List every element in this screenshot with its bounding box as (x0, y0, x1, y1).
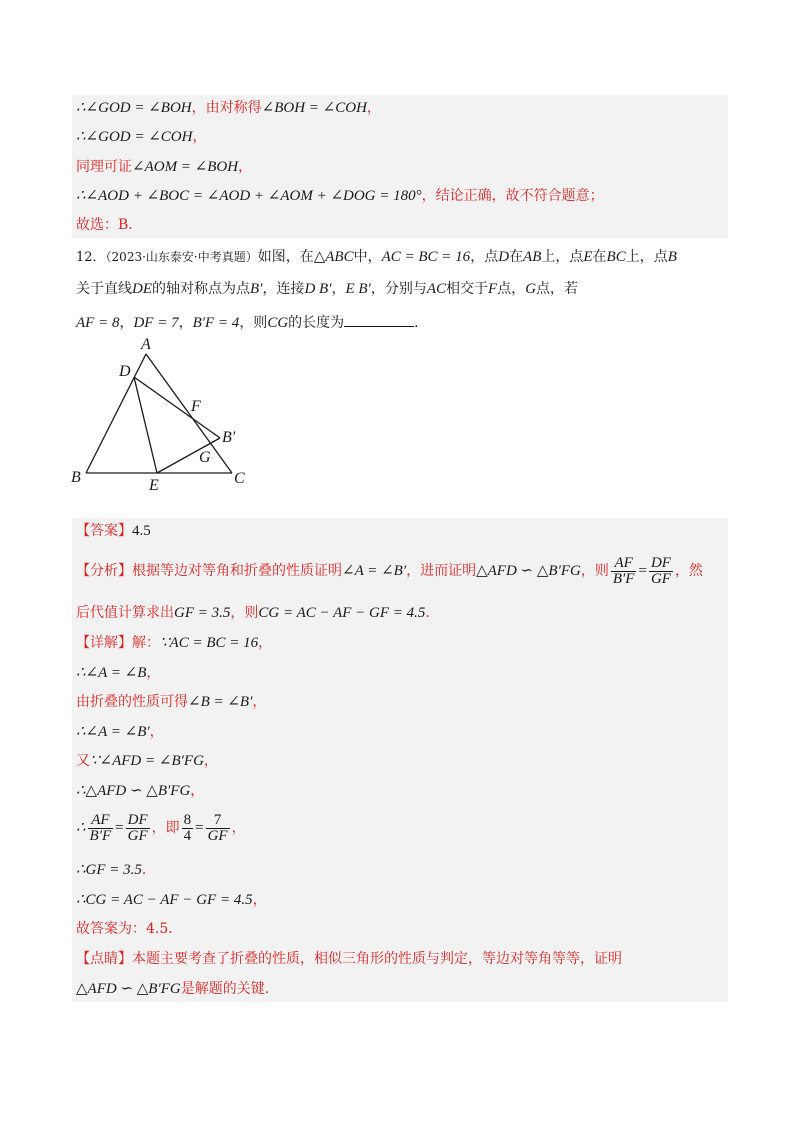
question-line-1: 12．（2023·山东泰安·中考真题）如图，在△ABC中，AC = BC = 16，点D在AB上，点E在BC上，点B (76, 249, 677, 265)
question-source: （2023·山东泰安·中考真题） (105, 250, 258, 264)
fraction-8-4: $\frac{8}{4}$ (183, 811, 192, 844)
detail-step-8: ∴CG = AC − AF − GF = 4.5， (76, 892, 267, 908)
answer-blank (344, 312, 414, 327)
detail-step-7: ∴GF = 3.5． (76, 862, 156, 878)
top-line-2: ∴∠GOD = ∠COH， (76, 129, 207, 145)
fraction-df-gf-2: $\frac{DF}{GF}$ (127, 811, 148, 844)
fraction-7-gf: $\frac{7}{GF}$ (207, 811, 228, 844)
label-F: F (191, 398, 201, 415)
fraction-af-bf-2: $\frac{AF}{B'F}$ (89, 811, 112, 844)
answer-line: 【答案】4.5 (76, 523, 151, 539)
question-line-2: 关于直线DE的轴对称点为点B′，连接D B′，E B′，分别与AC相交于F点，G点，若 (76, 281, 579, 297)
comment-line-2: △AFD ∽ △B′FG是解题的关键. (76, 981, 270, 997)
top-line-4: ∴∠AOD + ∠BOC = ∠AOD + ∠AOM + ∠DOG = 180°，结论正确，故不符合题意； (76, 188, 604, 204)
question-number: 12． (76, 250, 106, 265)
comment-line-1: 【点睛】本题主要考查了折叠的性质，相似三角形的性质与判定，等边对等角等等，证明 (76, 951, 622, 967)
label-C: C (234, 470, 245, 487)
triangle-figure (66, 332, 266, 492)
detail-step-6: ∴ $\frac{AF}{B'F}$ = $\frac{DF}{GF}$ ，即 $\frac{8}{4}$ = $\frac{7}{GF}$ ， (76, 811, 246, 844)
label-B: B (71, 469, 81, 486)
detail-step-9: 故答案为：4.5． (76, 921, 183, 937)
label-A: A (141, 336, 151, 353)
fraction-af-bf: $\frac{AF}{B'F}$ (612, 554, 635, 587)
question-line-3: AF = 8，DF = 7，B′F = 4，则CG的长度为 . (76, 312, 419, 333)
label-E: E (149, 477, 159, 492)
top-line-1: ∴∠GOD = ∠BOH，由对称得∠BOH = ∠COH， (76, 100, 381, 116)
detail-step-1: ∴∠A = ∠B， (76, 665, 161, 681)
label-G: G (199, 449, 211, 466)
label-Bprime: B′ (222, 429, 236, 446)
detail-step-2: 由折叠的性质可得∠B = ∠B′， (76, 694, 267, 710)
top-line-5: 故选：B． (76, 217, 143, 233)
detail-line-1: 【详解】解：∵AC = BC = 16， (76, 635, 273, 651)
detail-step-3: ∴∠A = ∠B′， (76, 724, 164, 740)
analysis-line-1: 【分析】根据等边对等角和折叠的性质证明∠A = ∠B′，进而证明△AFD ∽ △B′FG，则 $\frac{AF}{B'F}$ = $\frac{DF}{GF}$ ，然 (76, 554, 703, 587)
detail-step-5: ∴△AFD ∽ △B′FG， (76, 783, 205, 799)
analysis-line-2: 后代值计算求出GF = 3.5，则CG = AC − AF − GF = 4.5． (76, 605, 440, 621)
detail-step-4: 又∵∠AFD = ∠B′FG， (76, 753, 218, 769)
fraction-df-gf: $\frac{DF}{GF}$ (650, 554, 671, 587)
top-line-3: 同理可证∠AOM = ∠BOH， (76, 159, 253, 175)
label-D: D (119, 363, 131, 380)
